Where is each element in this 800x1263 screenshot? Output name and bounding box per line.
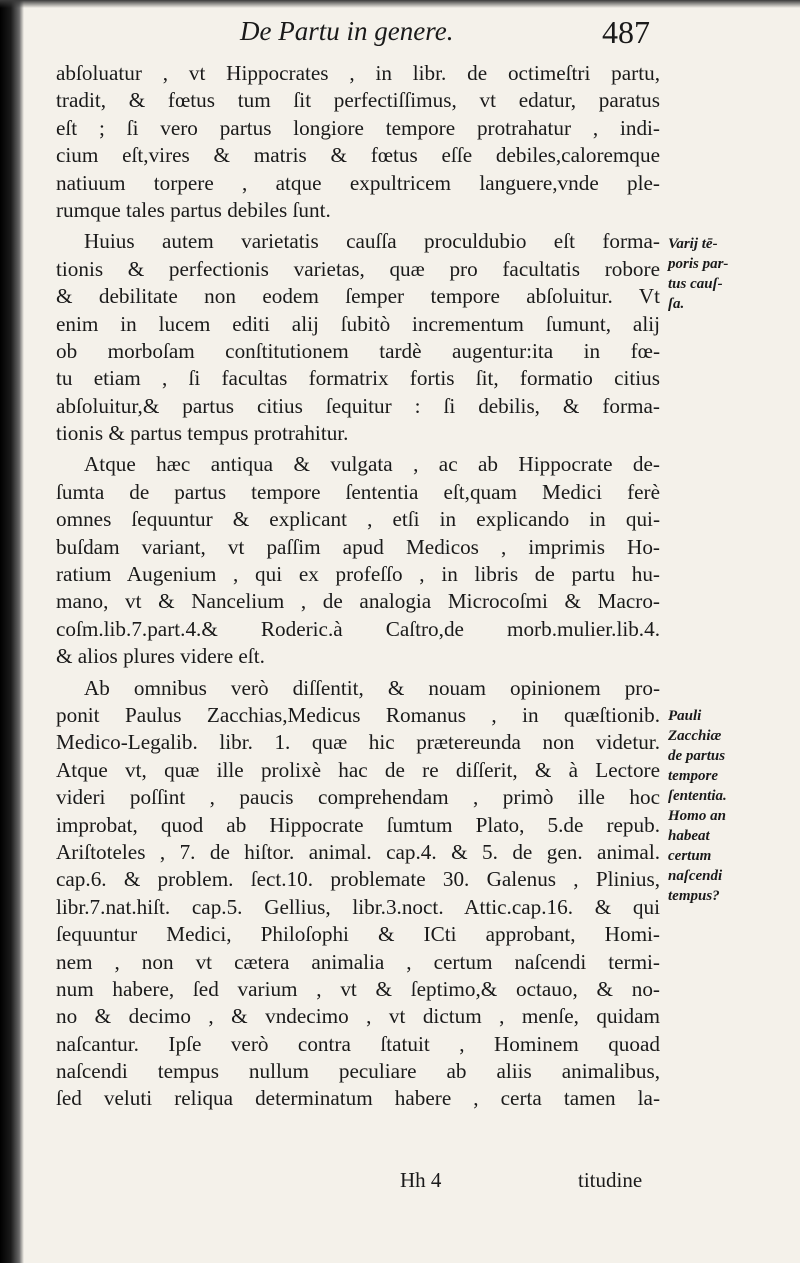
catchword: titudine xyxy=(578,1168,643,1192)
text-line: libr.7.nat.hiſt. cap.5. Gellius, libr.3.noct. Attic.cap.16. & qui xyxy=(56,894,660,919)
text-line: tionis & partus tempus protrahitur. xyxy=(56,421,349,446)
text-line: & alios plures videre eſt. xyxy=(56,644,265,669)
marginal-note-line: naſcendi xyxy=(668,868,723,884)
text-line: natiuum torpere , atque expultricem languere,vnde ple- xyxy=(56,170,660,195)
text-line: ſumta de partus tempore ſententia eſt,quam Medici ferè xyxy=(56,479,660,504)
text-line: eſt ; ſi vero partus longiore tempore protrahatur , indi- xyxy=(56,115,660,140)
marginal-note-line: habeat xyxy=(668,828,710,844)
text-line: tradit, & fœtus tum ſit perfectiſſimus, vt edatur, paratus xyxy=(56,88,660,113)
page-number: 487 xyxy=(602,14,650,50)
marginal-note-line: tempore xyxy=(668,768,718,784)
text-line: ratium Augenium , qui ex profeſſo , in libris de partu hu- xyxy=(56,562,660,587)
text-line: num habere, ſed varium , vt & ſeptimo,& octauo, & no- xyxy=(56,976,660,1001)
text-line: naſcendi tempus nullum peculiare ab aliis animalibus, xyxy=(56,1059,660,1084)
text-line: tu etiam , ſi facultas formatrix fortis ſit, formatio citius xyxy=(56,366,660,391)
marginal-note-line: tempus? xyxy=(668,888,720,904)
marginal-note-zacchias xyxy=(668,706,794,906)
marginal-note-line: Pauli xyxy=(668,708,702,724)
marginal-note-line: Zacchiæ xyxy=(668,728,722,744)
text-line: rumque tales partus debiles ſunt. xyxy=(56,197,331,222)
text-line: ponit Paulus Zacchias,Medicus Romanus , in quæſtionib. xyxy=(56,702,660,727)
marginal-note-line: poris par- xyxy=(668,256,729,272)
marginal-note-line: Homo an xyxy=(668,808,726,824)
text-line: ſequuntur Medici, Philoſophi & ICti approbant, Homi- xyxy=(56,922,660,947)
text-line: nem , non vt cætera animalia , certum naſcendi termi- xyxy=(56,949,660,974)
text-line: abſoluatur , vt Hippocrates , in libr. de octimeſtri partu, xyxy=(56,61,660,85)
text-line: ſed veluti reliqua determinatum habere , certa tamen la- xyxy=(56,1086,660,1111)
text-line: naſcantur. Ipſe verò contra ſtatuit , Hominem quoad xyxy=(56,1031,660,1056)
text-line: improbat, quod ab Hippocrate ſumtum Plato, 5.de repub. xyxy=(56,812,660,837)
text-line: abſoluitur,& partus citius ſequitur : ſi debilis, & forma- xyxy=(56,393,660,418)
text-line: videri poſſint , paucis comprehendam , primò ille hoc xyxy=(56,785,660,810)
text-line: buſdam variant, vt paſſim apud Medicos , imprimis Ho- xyxy=(56,534,660,559)
paragraph-first-line: Ab omnibus verò diſſentit, & nouam opinionem pro- xyxy=(84,675,660,700)
marginal-note-line: certum xyxy=(668,848,712,864)
text-line: enim in lucem editi alij ſubitò incrementum ſumunt, alij xyxy=(56,311,660,336)
running-title: De Partu in genere. xyxy=(240,16,454,46)
marginal-note-line: Varij tē- xyxy=(668,236,718,252)
marginal-note-line: ſententia. xyxy=(668,788,727,804)
text-line: Atque vt, quæ ille prolixè hac de re diſſerit, & à Lectore xyxy=(56,757,660,782)
text-line: coſm.lib.7.part.4.& Roderic.à Caſtro,de morb.mulier.lib.4. xyxy=(56,616,660,641)
signature-mark: Hh 4 xyxy=(400,1168,442,1192)
paragraph-first-line: Huius autem varietatis cauſſa proculdubio eſt forma- xyxy=(84,229,660,254)
marginal-note-line: tus cauſ- xyxy=(668,276,723,292)
paragraph-first-line: Atque hæc antiqua & vulgata , ac ab Hippocrate de- xyxy=(84,452,660,477)
text-line: Medico-Legalib. libr. 1. quæ hic prætereunda non videtur. xyxy=(56,730,660,755)
text-line: & debilitate non eodem ſemper tempore abſoluitur. Vt xyxy=(56,284,660,309)
binding-shadow xyxy=(0,0,24,1263)
body-text xyxy=(56,60,660,1113)
text-line: tionis & perfectionis varietas, quæ pro facultatis robore xyxy=(56,256,660,281)
text-line: cium eſt,vires & matris & fœtus eſſe debiles,caloremque xyxy=(56,143,660,168)
text-line: omnes ſequuntur & explicant , etſi in explicando in qui- xyxy=(56,507,660,532)
marginal-note-line: ſa. xyxy=(668,296,685,312)
marginal-note-variety xyxy=(668,234,794,314)
text-line: no & decimo , & vndecimo , vt dictum , menſe, quidam xyxy=(56,1004,660,1029)
text-line: cap.6. & problem. ſect.10. problemate 30. Galenus , Plinius, xyxy=(56,867,660,892)
text-line: ob morboſam conſtitutionem tardè augentur:ita in fœ- xyxy=(56,338,660,363)
page-top-edge xyxy=(0,0,800,8)
text-line: Ariſtoteles , 7. de hiſtor. animal. cap.4. & 5. de gen. animal. xyxy=(56,839,660,864)
marginal-note-line: de partus xyxy=(668,748,726,764)
text-line: mano, vt & Nancelium , de analogia Microcoſmi & Macro- xyxy=(56,589,660,614)
